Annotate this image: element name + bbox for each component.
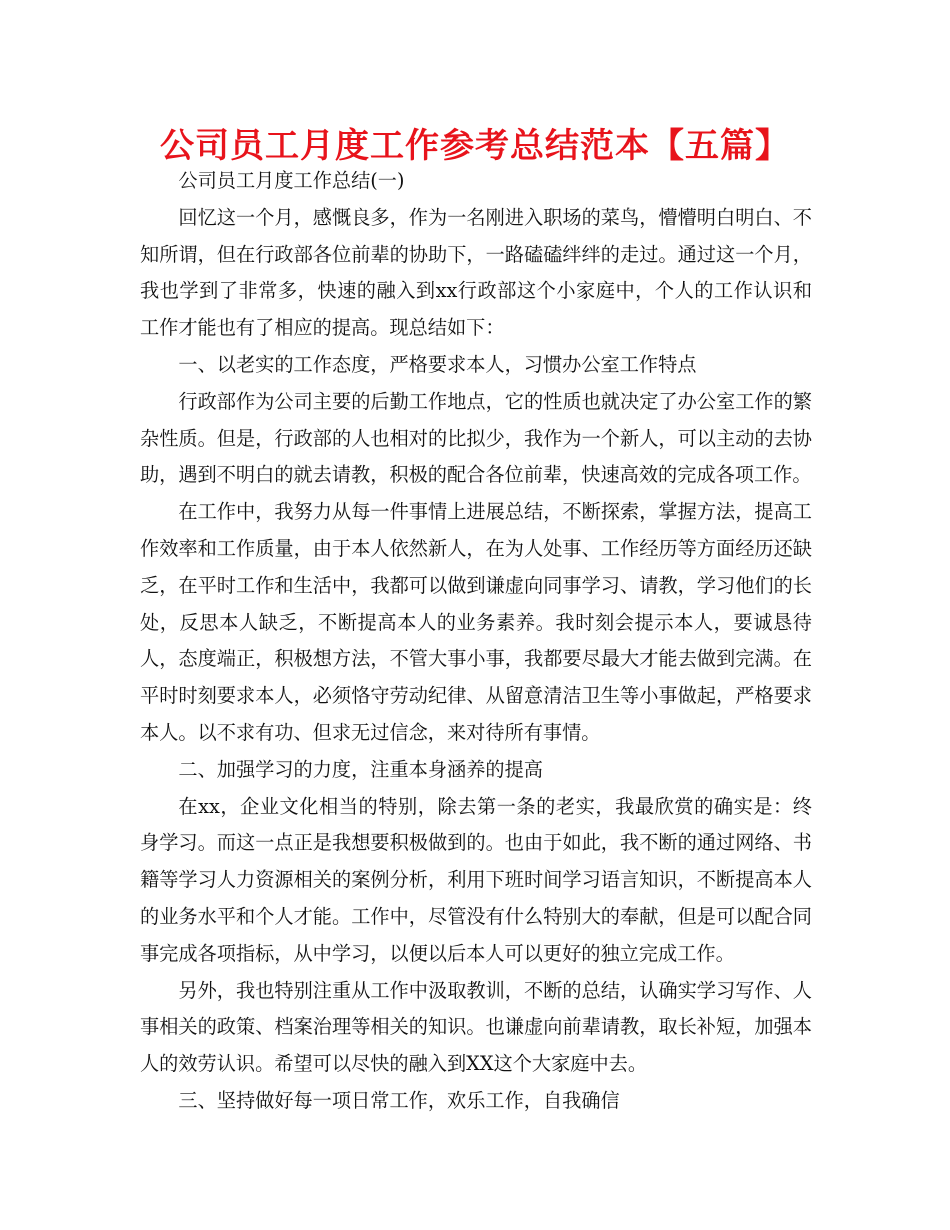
document-body [140, 163, 812, 1120]
body-paragraph: 在工作中，我努力从每一件事情上进展总结，不断探索，掌握方法，提高工作效率和工作质量，由于本人依然新人，在为人处事、工作经历等方面经历还缺乏，在平时工作和生活中，我都可以做到谦虚向同事学习、请教，学习他们的长处，反思本人缺乏，不断提高本人的业务素养。我时刻会提示本人，要诚恳待人，态度端正，积极想方法，不管大事小事，我都要尽最大才能去做到完满。在平时时刻要求本人，必须恪守劳动纪律、从留意清洁卫生等小事做起，严格要求本人。以不求有功、但求无过信念，来对待所有事情。 [140, 500, 812, 744]
body-paragraph: 行政部作为公司主要的后勤工作地点，它的性质也就决定了办公室工作的繁杂性质。但是，行政部的人也相对的比拟少，我作为一个新人，可以主动的去协助，遇到不明白的就去请教，积极的配合各位前辈，快速高效的完成各项工作。 [140, 389, 812, 487]
body-paragraph: 在xx，企业文化相当的特别，除去第一条的老实，我最欣赏的确实是：终身学习。而这一点正是我想要积极做到的。也由于如此，我不断的通过网络、书籍等学习人力资源相关的案例分析，利用下班时间学习语言知识，不断提高本人的业务水平和个人才能。工作中，尽管没有什么特别大的奉献，但是可以配合同事完成各项指标，从中学习，以便以后本人可以更好的独立完成工作。 [140, 794, 812, 965]
section-heading: 公司员工月度工作总结(一) [178, 169, 405, 192]
body-paragraph: 回忆这一个月，感慨良多，作为一名刚进入职场的菜鸟，懵懵明白明白、不知所谓，但在行政部各位前辈的协助下，一路磕磕绊绊的走过。通过这一个月，我也学到了非常多，快速的融入到xx行政部这个小家庭中，个人的工作认识和工作才能也有了相应的提高。现总结如下： [140, 205, 812, 340]
subsection-heading: 二、加强学习的力度，注重本身涵养的提高 [178, 757, 543, 781]
document-title: 公司员工月度工作参考总结范本【五篇】 [160, 126, 790, 166]
body-paragraph: 另外，我也特别注重从工作中汲取教训，不断的总结，认确实学习写作、人事相关的政策、档案治理等相关的知识。也谦虚向前辈请教，取长补短，加强本人的效劳认识。希望可以尽快的融入到XX这个大家庭中去。 [140, 978, 812, 1076]
subsection-heading: 三、坚持做好每一项日常工作，欢乐工作，自我确信 [178, 1088, 620, 1112]
subsection-heading: 一、以老实的工作态度，严格要求本人，习惯办公室工作特点 [178, 352, 697, 376]
